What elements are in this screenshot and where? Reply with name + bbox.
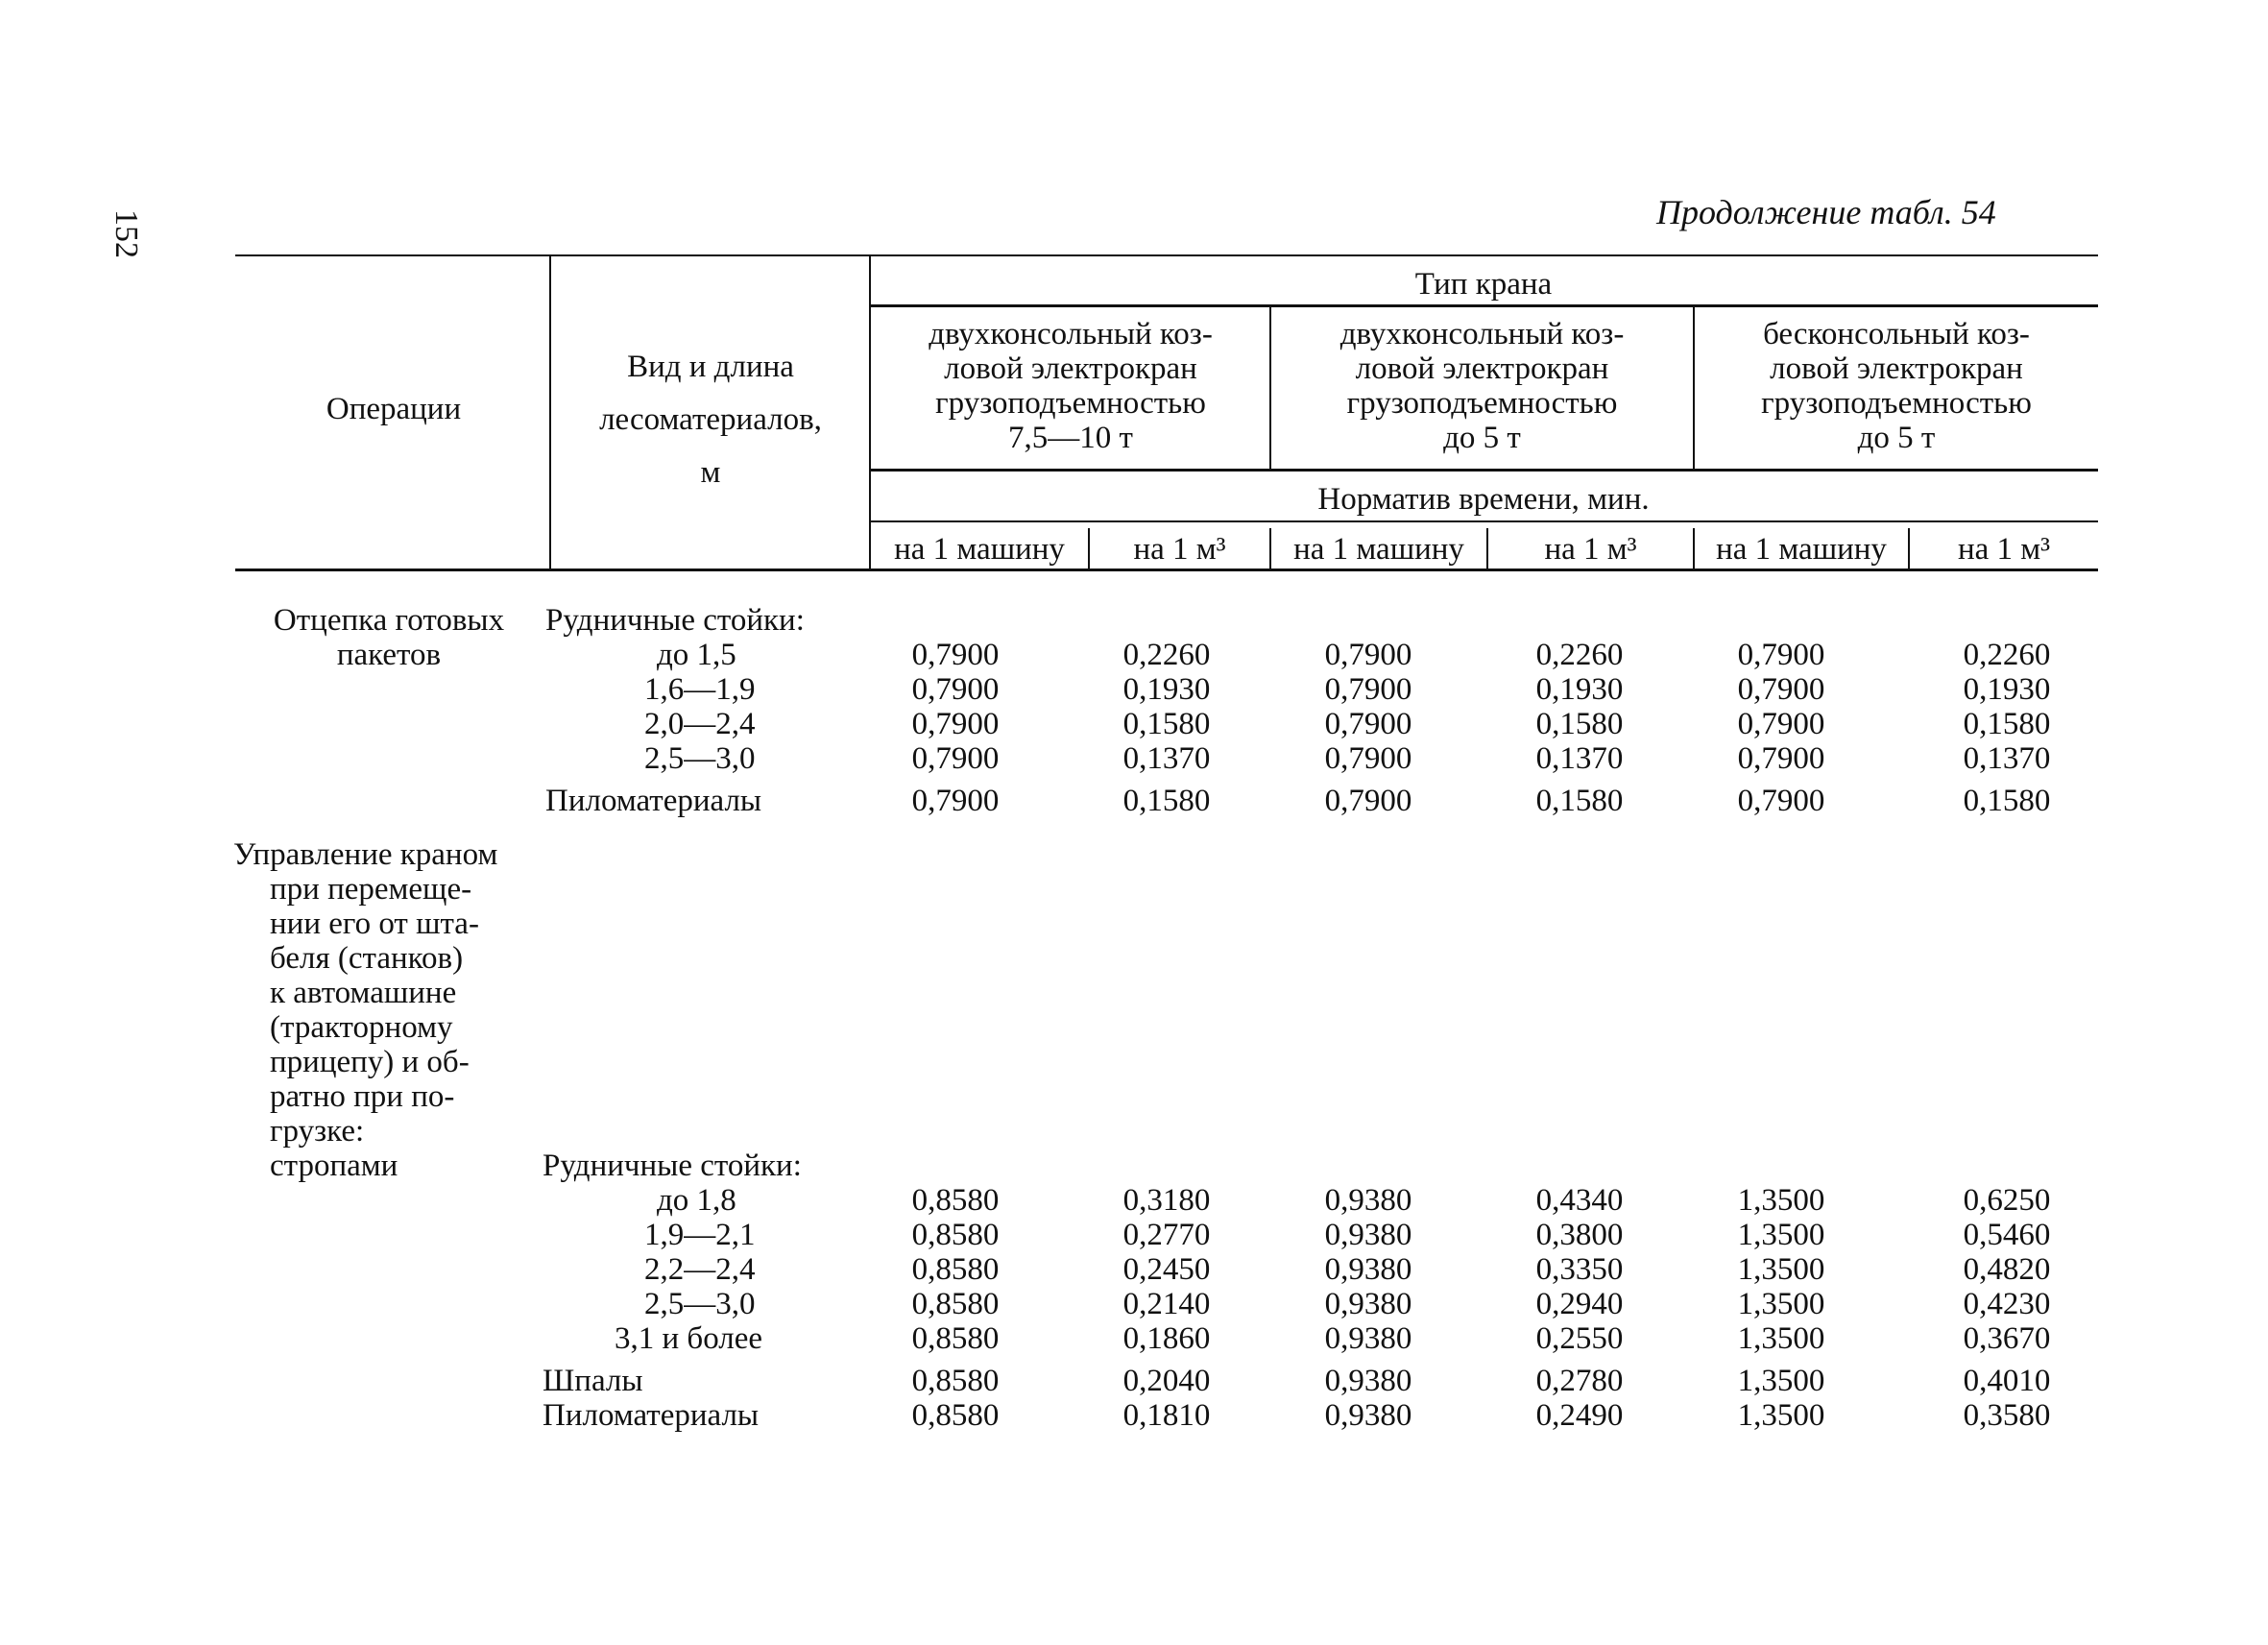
section2-lumber-value-col1: 0,8580 — [911, 1398, 1000, 1433]
section2-sleepers-value-col3: 0,9380 — [1324, 1364, 1412, 1398]
header-per-m3-1: на 1 м³ — [1133, 532, 1226, 567]
section2-operation-line2: при перемеще- — [270, 872, 472, 907]
section1-operation — [235, 603, 543, 672]
section2-group-label: Рудничные стойки: — [543, 1149, 802, 1183]
section2-row4-value-col6: 0,4230 — [1963, 1287, 2051, 1321]
section1-operation-line2: пакетов — [336, 638, 442, 672]
crane-1-line2: ловой электрокран — [944, 351, 1197, 386]
continuation-title: Продолжение табл. 54 — [1656, 193, 1996, 231]
section2-row5-value-col4: 0,2550 — [1535, 1321, 1624, 1356]
vrule-mat — [869, 254, 871, 568]
section2-operation-line9: грузке: — [270, 1114, 365, 1149]
section2-row5-value-col1: 0,8580 — [911, 1321, 1000, 1356]
section2-lumber-value-col5: 1,3500 — [1737, 1398, 1825, 1433]
rule-crane-names — [869, 469, 2098, 472]
section2-sleepers-label: Шпалы — [543, 1364, 643, 1398]
section2-operation-line3: нии его от шта- — [270, 907, 479, 941]
section2-row2-value-col2: 0,2770 — [1122, 1218, 1211, 1252]
section2-row1-value-col4: 0,4340 — [1535, 1183, 1624, 1218]
section1-lumber-value-col6: 0,1580 — [1963, 784, 2051, 818]
vrule-op — [549, 254, 551, 568]
section1-lumber-value-col1: 0,7900 — [911, 784, 1000, 818]
header-crane-type: Тип крана — [1414, 267, 1553, 302]
section2-row-label: 2,5—3,0 — [644, 1287, 756, 1321]
section2-operation-line6: (тракторному — [270, 1010, 453, 1045]
section1-lumber-value-col3: 0,7900 — [1324, 784, 1412, 818]
section1-row2-value-col6: 0,1930 — [1963, 672, 2051, 707]
section2-row4-value-col5: 1,3500 — [1737, 1287, 1825, 1321]
section2-sleepers-value-col2: 0,2040 — [1122, 1364, 1211, 1398]
section2-lumber-value-col6: 0,3580 — [1963, 1398, 2051, 1433]
crane-1-line3: грузоподъемностью — [935, 386, 1206, 421]
crane-2-line3: грузоподъемностью — [1346, 386, 1618, 421]
section2-row3-value-col5: 1,3500 — [1737, 1252, 1825, 1287]
section1-row-label: 1,6—1,9 — [644, 672, 756, 707]
section1-row4-value-col1: 0,7900 — [911, 741, 1000, 776]
section2-row3-value-col1: 0,8580 — [911, 1252, 1000, 1287]
section2-row5-value-col6: 0,3670 — [1963, 1321, 2051, 1356]
section2-sleepers-value-col5: 1,3500 — [1737, 1364, 1825, 1398]
section2-row4-value-col2: 0,2140 — [1122, 1287, 1211, 1321]
rule-crane-type — [869, 304, 2098, 307]
crane-3-line1: бесконсольный коз- — [1763, 317, 2030, 351]
section1-row4-value-col3: 0,7900 — [1324, 741, 1412, 776]
section2-operation-line1: Управление краном — [233, 837, 498, 872]
section1-row3-value-col4: 0,1580 — [1535, 707, 1624, 741]
section1-row1-value-col5: 0,7900 — [1737, 638, 1825, 672]
section2-row2-value-col4: 0,3800 — [1535, 1218, 1624, 1252]
section1-row3-value-col5: 0,7900 — [1737, 707, 1825, 741]
header-per-m3-3: на 1 м³ — [1957, 532, 2051, 567]
section2-operation-line8: ратно при по- — [270, 1079, 455, 1114]
rule-norm — [869, 520, 2098, 522]
section2-row5-value-col5: 1,3500 — [1737, 1321, 1825, 1356]
crane-1-line4: 7,5—10 т — [1008, 421, 1133, 455]
rule-top — [235, 254, 2098, 256]
section1-row4-value-col6: 0,1370 — [1963, 741, 2051, 776]
section1-row3-value-col3: 0,7900 — [1324, 707, 1412, 741]
section1-operation-line1: Отцепка готовых — [273, 603, 505, 638]
section2-row-label: 1,9—2,1 — [644, 1218, 756, 1252]
section2-lumber-value-col2: 0,1810 — [1122, 1398, 1211, 1433]
section2-row2-value-col5: 1,3500 — [1737, 1218, 1825, 1252]
crane-3-line4: до 5 т — [1857, 421, 1936, 455]
section2-sleepers-value-col6: 0,4010 — [1963, 1364, 2051, 1398]
section1-row1-value-col6: 0,2260 — [1963, 638, 2051, 672]
section1-row4-value-col2: 0,1370 — [1122, 741, 1211, 776]
section1-row4-value-col5: 0,7900 — [1737, 741, 1825, 776]
header-operations: Операции — [326, 392, 462, 426]
header-material-line1: Вид и длина — [627, 350, 794, 384]
section2-lumber-label: Пиломатериалы — [543, 1398, 760, 1433]
section1-row-label: до 1,5 — [657, 638, 736, 672]
section2-operation-line5: к автомашине — [270, 976, 457, 1010]
section2-row-label: 3,1 и более — [615, 1321, 763, 1356]
section2-lumber-value-col4: 0,2490 — [1535, 1398, 1624, 1433]
header-material-line2: лесоматериалов, — [599, 402, 822, 437]
section2-operation-line4: беля (станков) — [270, 941, 464, 976]
section2-row2-value-col6: 0,5460 — [1963, 1218, 2051, 1252]
section1-group-label: Рудничные стойки: — [545, 603, 805, 638]
section2-row4-value-col3: 0,9380 — [1324, 1287, 1412, 1321]
header-crane-2 — [1271, 317, 1693, 455]
header-material-line3: м — [700, 455, 721, 490]
section2-row2-value-col3: 0,9380 — [1324, 1218, 1412, 1252]
section2-row4-value-col4: 0,2940 — [1535, 1287, 1624, 1321]
section1-row3-value-col2: 0,1580 — [1122, 707, 1211, 741]
section2-row4-value-col1: 0,8580 — [911, 1287, 1000, 1321]
section2-row1-value-col6: 0,6250 — [1963, 1183, 2051, 1218]
section1-row2-value-col4: 0,1930 — [1535, 672, 1624, 707]
section1-row2-value-col5: 0,7900 — [1737, 672, 1825, 707]
section1-row3-value-col6: 0,1580 — [1963, 707, 2051, 741]
section1-row2-value-col3: 0,7900 — [1324, 672, 1412, 707]
header-per-machine-1: на 1 машину — [894, 532, 1065, 567]
section2-lumber-value-col3: 0,9380 — [1324, 1398, 1412, 1433]
section1-row2-value-col2: 0,1930 — [1122, 672, 1211, 707]
section2-row1-value-col1: 0,8580 — [911, 1183, 1000, 1218]
section2-operation-line7: прицепу) и об- — [270, 1045, 470, 1079]
header-per-machine-2: на 1 машину — [1293, 532, 1464, 567]
section1-row1-value-col1: 0,7900 — [911, 638, 1000, 672]
section2-row3-value-col2: 0,2450 — [1122, 1252, 1211, 1287]
rule-header-bottom — [235, 568, 2098, 571]
section2-sleepers-value-col4: 0,2780 — [1535, 1364, 1624, 1398]
section1-row1-value-col3: 0,7900 — [1324, 638, 1412, 672]
section1-lumber-label: Пиломатериалы — [545, 784, 762, 818]
section2-row3-value-col6: 0,4820 — [1963, 1252, 2051, 1287]
section1-row-label: 2,0—2,4 — [644, 707, 756, 741]
section1-lumber-value-col4: 0,1580 — [1535, 784, 1624, 818]
section2-row1-value-col5: 1,3500 — [1737, 1183, 1825, 1218]
section1-row2-value-col1: 0,7900 — [911, 672, 1000, 707]
section2-row-label: 2,2—2,4 — [644, 1252, 756, 1287]
section1-row1-value-col4: 0,2260 — [1535, 638, 1624, 672]
section2-operation — [233, 837, 543, 1183]
section2-row5-value-col2: 0,1860 — [1122, 1321, 1211, 1356]
header-per-machine-3: на 1 машину — [1716, 532, 1887, 567]
header-norm: Норматив времени, мин. — [1317, 482, 1650, 517]
section2-row3-value-col4: 0,3350 — [1535, 1252, 1624, 1287]
crane-2-line1: двухконсольный коз- — [1339, 317, 1625, 351]
crane-3-line2: ловой электрокран — [1770, 351, 2023, 386]
section2-row5-value-col3: 0,9380 — [1324, 1321, 1412, 1356]
header-crane-1 — [872, 317, 1269, 455]
section1-row3-value-col1: 0,7900 — [911, 707, 1000, 741]
header-per-m3-2: на 1 м³ — [1544, 532, 1637, 567]
section2-sleepers-value-col1: 0,8580 — [911, 1364, 1000, 1398]
crane-3-line3: грузоподъемностью — [1761, 386, 2032, 421]
header-crane-3 — [1695, 317, 2098, 455]
section2-row2-value-col1: 0,8580 — [911, 1218, 1000, 1252]
section1-row4-value-col4: 0,1370 — [1535, 741, 1624, 776]
section2-row-label: до 1,8 — [657, 1183, 736, 1218]
header-material — [552, 341, 869, 499]
page-number: 152 — [109, 209, 144, 258]
section2-operation-line10: стропами — [270, 1149, 398, 1183]
section1-lumber-value-col5: 0,7900 — [1737, 784, 1825, 818]
section1-row1-value-col2: 0,2260 — [1122, 638, 1211, 672]
crane-1-line1: двухконсольный коз- — [929, 317, 1213, 351]
section2-row1-value-col2: 0,3180 — [1122, 1183, 1211, 1218]
section1-lumber-value-col2: 0,1580 — [1122, 784, 1211, 818]
section1-row-label: 2,5—3,0 — [644, 741, 756, 776]
section2-row3-value-col3: 0,9380 — [1324, 1252, 1412, 1287]
crane-2-line4: до 5 т — [1443, 421, 1521, 455]
section2-row1-value-col3: 0,9380 — [1324, 1183, 1412, 1218]
crane-2-line2: ловой электрокран — [1355, 351, 1609, 386]
